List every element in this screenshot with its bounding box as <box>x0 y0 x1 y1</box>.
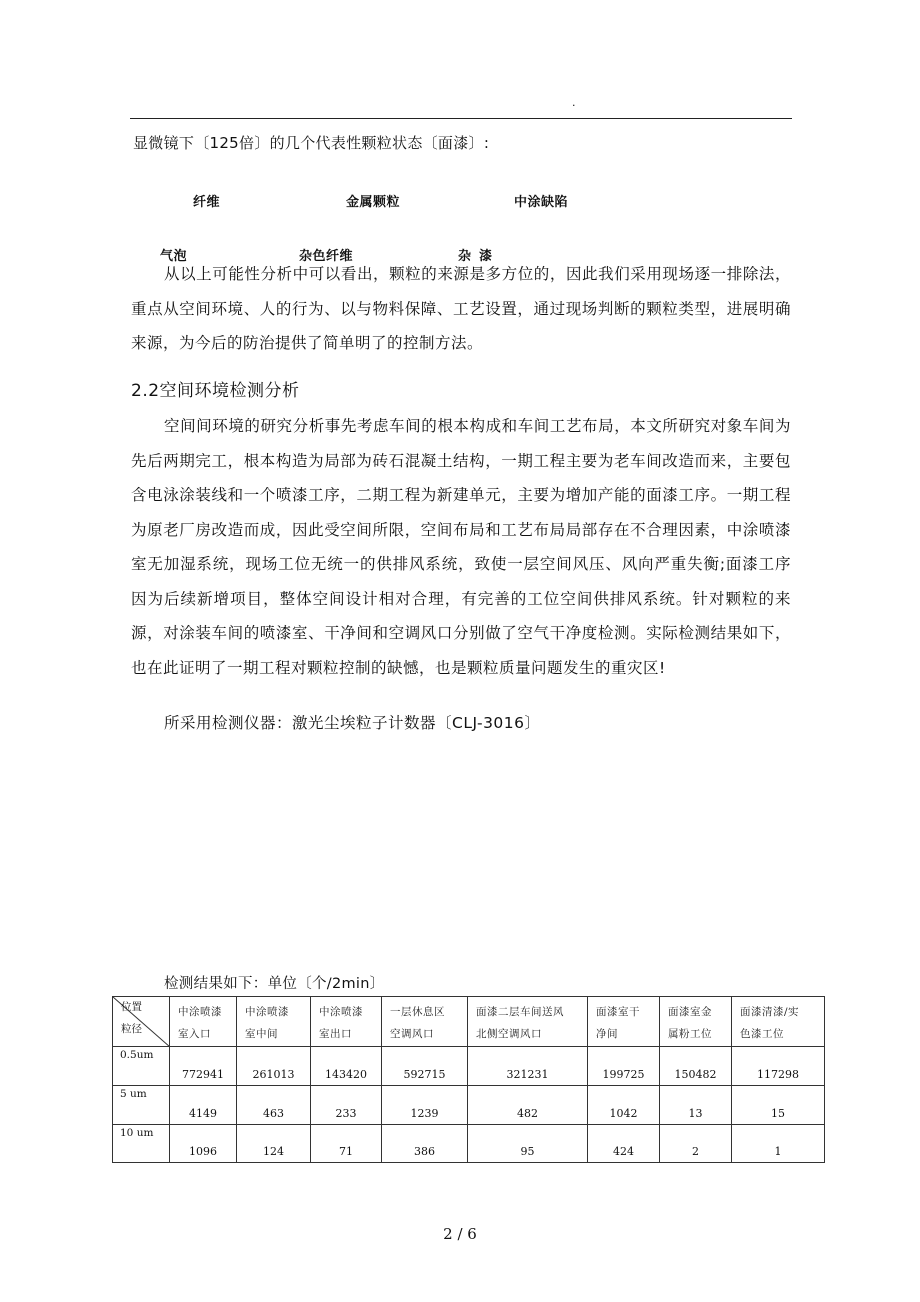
table-cell: 2 <box>660 1125 732 1163</box>
table-cell: 13 <box>660 1086 732 1125</box>
table-row <box>113 1125 825 1163</box>
table-column-header: 面漆室金 属粉工位 <box>660 997 732 1047</box>
table-cell: 592715 <box>382 1047 468 1086</box>
particle-label-bubble: 气泡 <box>160 249 188 264</box>
results-table <box>112 996 825 1163</box>
table-header-row <box>113 997 825 1047</box>
table-column-header: 中涂喷漆 室中间 <box>237 997 311 1047</box>
table-cell: 1 <box>732 1125 825 1163</box>
table-column-header: 面漆二层车间送风 北侧空调风口 <box>468 997 588 1047</box>
table-cell: 386 <box>382 1125 468 1163</box>
table-cell: 117298 <box>732 1047 825 1086</box>
results-caption: 检测结果如下：单位〔个/2min〕 <box>164 976 385 992</box>
table-cell: 482 <box>468 1086 588 1125</box>
table-cell: 1096 <box>170 1125 237 1163</box>
section-heading: 2.2空间环境检测分析 <box>131 381 300 401</box>
table-cell: 261013 <box>237 1047 311 1086</box>
corner-size-label: 粒径 <box>121 1023 142 1035</box>
page-number: 2 / 6 <box>443 1225 477 1243</box>
table-cell: 4149 <box>170 1086 237 1125</box>
corner-position-label: 位置 <box>121 1001 142 1013</box>
table-column-header: 中涂喷漆 室出口 <box>311 997 382 1047</box>
instrument-line: 所采用检测仪器：激光尘埃粒子计数器〔CLJ-3016〕 <box>164 714 541 732</box>
particle-label-fiber: 纤维 <box>193 195 221 210</box>
row-size-label: 5 um <box>113 1086 170 1125</box>
table-cell: 95 <box>468 1125 588 1163</box>
table-cell: 15 <box>732 1086 825 1125</box>
table-cell: 1042 <box>588 1086 660 1125</box>
table-column-header: 面漆室干 净间 <box>588 997 660 1047</box>
table-cell: 463 <box>237 1086 311 1125</box>
table-cell: 150482 <box>660 1047 732 1086</box>
table-cell: 233 <box>311 1086 382 1125</box>
row-size-label: 0.5um <box>113 1047 170 1086</box>
table-cell: 321231 <box>468 1047 588 1086</box>
particle-label-midcoat: 中涂缺陷 <box>514 195 569 210</box>
header-rule <box>130 118 792 119</box>
table-cell: 424 <box>588 1125 660 1163</box>
header-mark: . <box>572 96 576 109</box>
table-column-header: 中涂喷漆 室入口 <box>170 997 237 1047</box>
particle-label-impurity: 杂漆 <box>458 249 501 264</box>
table-corner-cell <box>113 997 170 1047</box>
paragraph-environment: 空间间环境的研究分析事先考虑车间的根本构成和车间工艺布局，本文所研究对象车间为先后两期完工，根本构造为局部为砖石混凝土结构，一期工程主要为老车间改造而来，主要包含电泳涂装线和一个喷漆工序，二期工程为新建单元，主要为增加产能的面漆工序。一期工程为原老厂房改造而成，因此受空间所限，空间布局和工艺布局局部存在不合理因素，中涂喷漆室无加湿系统，现场工位无统一的供排风系统，致使一层空间风压、风向严重失衡;面漆工序因为后续新增项目，整体空间设计相对合理，有完善的工位空间供排风系统。针对颗粒的来源，对涂装车间的喷漆室、干净间和空调风口分别做了空气干净度检测。实际检测结果如下，也在此证明了一期工程对颗粒控制的缺憾，也是颗粒质量问题发生的重灾区! <box>131 417 791 677</box>
table-cell: 143420 <box>311 1047 382 1086</box>
table-row <box>113 1047 825 1086</box>
table-row <box>113 1086 825 1125</box>
table-column-header: 一层休息区 空调风口 <box>382 997 468 1047</box>
microscope-caption: 显微镜下〔125倍〕的几个代表性颗粒状态〔面漆〕: <box>133 134 490 152</box>
table-cell: 199725 <box>588 1047 660 1086</box>
particle-label-metal: 金属颗粒 <box>346 195 401 210</box>
table-cell: 1239 <box>382 1086 468 1125</box>
particle-label-colored-fiber: 杂色纤维 <box>299 249 354 264</box>
table-cell: 772941 <box>170 1047 237 1086</box>
paragraph-source-analysis: 从以上可能性分析中可以看出，颗粒的来源是多方位的，因此我们采用现场逐一排除法，重点从空间环境、人的行为、以与物料保障、工艺设置，通过现场判断的颗粒类型，进展明确来源，为今后的防治提供了简单明了的控制方法。 <box>131 265 791 352</box>
table-cell: 124 <box>237 1125 311 1163</box>
table-column-header: 面漆清漆/实 色漆工位 <box>732 997 825 1047</box>
table-cell: 71 <box>311 1125 382 1163</box>
row-size-label: 10 um <box>113 1125 170 1163</box>
